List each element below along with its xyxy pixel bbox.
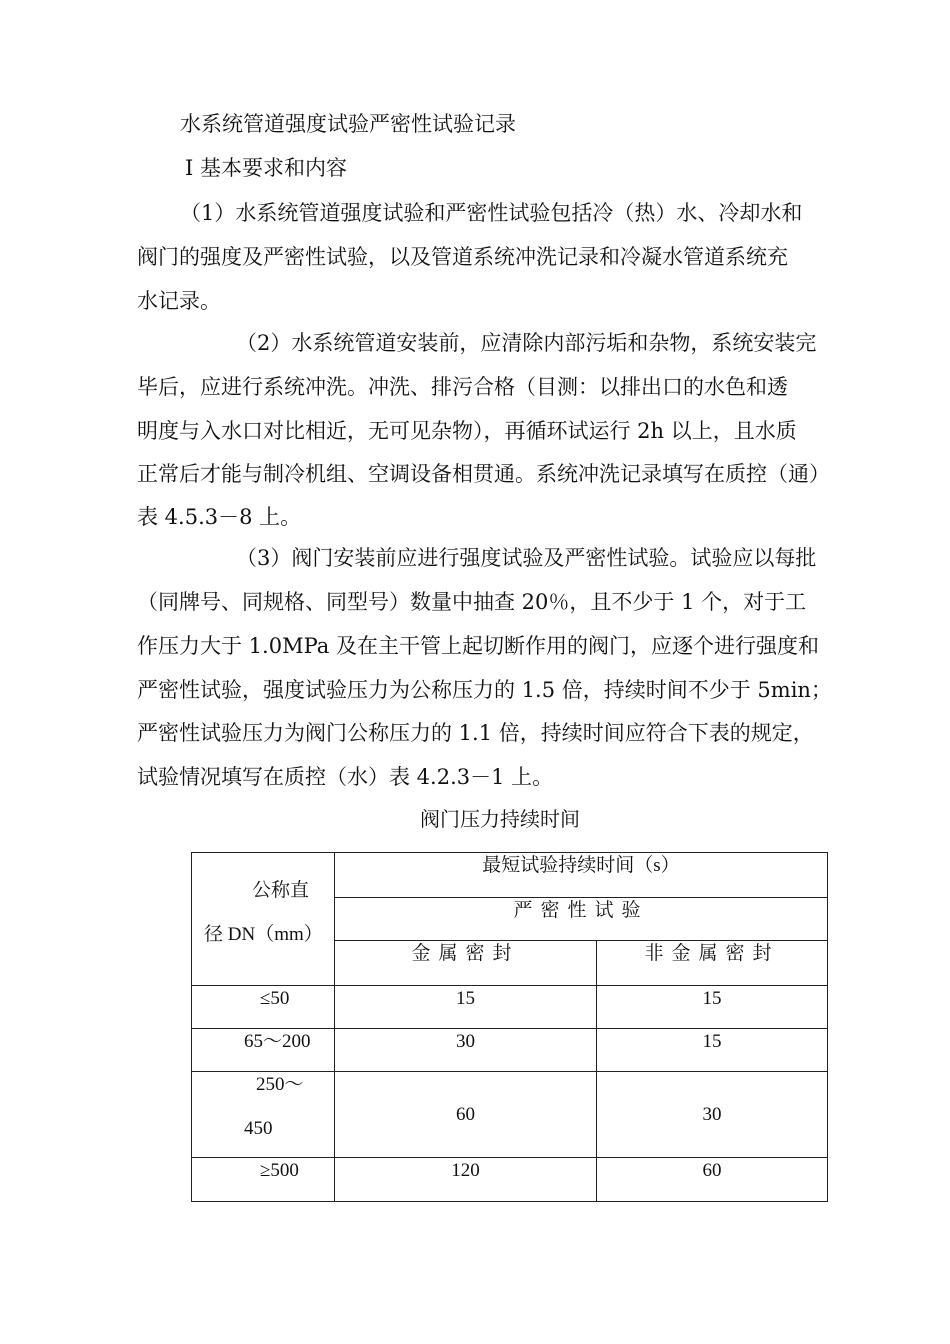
paragraph-3-line-4: 严密性试验，强度试验压力为公称压力的 1.5 倍，持续时间不少于 5min； bbox=[137, 678, 832, 702]
table-row bbox=[192, 1029, 828, 1072]
metal-value: 30 bbox=[456, 1031, 475, 1052]
nonmetal-value: 60 bbox=[702, 1160, 722, 1181]
table-row bbox=[192, 986, 828, 1029]
dn-header-line-1: 公称直 bbox=[252, 880, 310, 901]
paragraph-1-line-2: 阀门的强度及严密性试验，以及管道系统冲洗记录和冷凝水管道系统充 bbox=[137, 245, 788, 269]
metal-cell bbox=[335, 1029, 597, 1072]
dn-value: ≤50 bbox=[260, 988, 290, 1009]
section-heading: Ⅰ 基本要求和内容 bbox=[185, 156, 347, 180]
dn-value-part-2: 450 bbox=[244, 1118, 273, 1139]
nonmetal-seal-header: 非金属密封 bbox=[644, 943, 780, 964]
paragraph-3-line-5: 严密性试验压力为阀门公称压力的 1.1 倍，持续时间应符合下表的规定， bbox=[137, 721, 814, 745]
metal-seal-header-cell bbox=[335, 941, 597, 986]
sub-header-cell bbox=[335, 898, 828, 941]
nonmetal-value: 15 bbox=[702, 988, 722, 1009]
metal-cell bbox=[335, 1158, 597, 1202]
metal-cell bbox=[335, 986, 597, 1029]
valve-pressure-duration-table bbox=[191, 852, 828, 1202]
main-header-cell bbox=[335, 853, 828, 898]
paragraph-1-line-3: 水记录。 bbox=[137, 289, 221, 313]
dn-value-part-1: 250～ bbox=[256, 1074, 304, 1095]
nonmetal-cell bbox=[597, 1029, 828, 1072]
dn-value: 65～200 bbox=[244, 1031, 311, 1052]
paragraph-2-line-3: 明度与入水口对比相近，无可见杂物），再循环试运行 2h 以上，且水质 bbox=[137, 419, 797, 443]
dn-value: ≥500 bbox=[260, 1160, 299, 1181]
table-row bbox=[192, 1158, 828, 1202]
nonmetal-value: 15 bbox=[702, 1031, 722, 1052]
dn-cell bbox=[192, 1029, 335, 1072]
sub-header: 严密性试验 bbox=[513, 900, 649, 921]
document-title: 水系统管道强度试验严密性试验记录 bbox=[180, 112, 516, 136]
nonmetal-cell bbox=[597, 1158, 828, 1202]
metal-seal-header: 金属密封 bbox=[411, 943, 520, 964]
metal-value: 15 bbox=[456, 988, 475, 1009]
paragraph-1-line-1: （1）水系统管道强度试验和严密性试验包括冷（热）水、冷却水和 bbox=[180, 201, 803, 225]
table-caption: 阀门压力持续时间 bbox=[420, 807, 580, 831]
paragraph-2-line-1: （2）水系统管道安装前，应清除内部污垢和杂物，系统安装完 bbox=[236, 331, 817, 355]
metal-value: 120 bbox=[451, 1160, 480, 1181]
table-row bbox=[192, 1072, 828, 1158]
main-header: 最短试验持续时间（s） bbox=[482, 855, 680, 876]
dn-header-cell bbox=[192, 853, 335, 986]
paragraph-3-line-6: 试验情况填写在质控（水）表 4.2.3－1 上。 bbox=[137, 765, 554, 789]
dn-cell bbox=[192, 1072, 335, 1158]
dn-header-line-2: 径 DN（mm） bbox=[204, 924, 323, 945]
metal-value: 60 bbox=[456, 1103, 475, 1125]
paragraph-3-line-2: （同牌号、同规格、同型号）数量中抽查 20％，且不少于 1 个，对于工 bbox=[137, 590, 807, 614]
dn-cell bbox=[192, 1158, 335, 1202]
paragraph-2-line-2: 毕后，应进行系统冲洗。冲洗、排污合格（目测：以排出口的水色和透 bbox=[137, 375, 788, 399]
nonmetal-cell bbox=[597, 986, 828, 1029]
paragraph-2-line-4: 正常后才能与制冷机组、空调设备相贯通。系统冲洗记录填写在质控（通） bbox=[137, 462, 830, 486]
nonmetal-seal-header-cell bbox=[597, 941, 828, 986]
metal-cell bbox=[335, 1072, 597, 1158]
dn-cell bbox=[192, 986, 335, 1029]
nonmetal-value: 30 bbox=[702, 1103, 722, 1125]
paragraph-3-line-3: 作压力大于 1.0MPa 及在主干管上起切断作用的阀门，应逐个进行强度和 bbox=[137, 634, 819, 658]
paragraph-3-line-1: （3）阀门安装前应进行强度试验及严密性试验。试验应以每批 bbox=[236, 546, 817, 570]
paragraph-2-line-5: 表 4.5.3－8 上。 bbox=[137, 505, 302, 529]
nonmetal-cell bbox=[597, 1072, 828, 1158]
